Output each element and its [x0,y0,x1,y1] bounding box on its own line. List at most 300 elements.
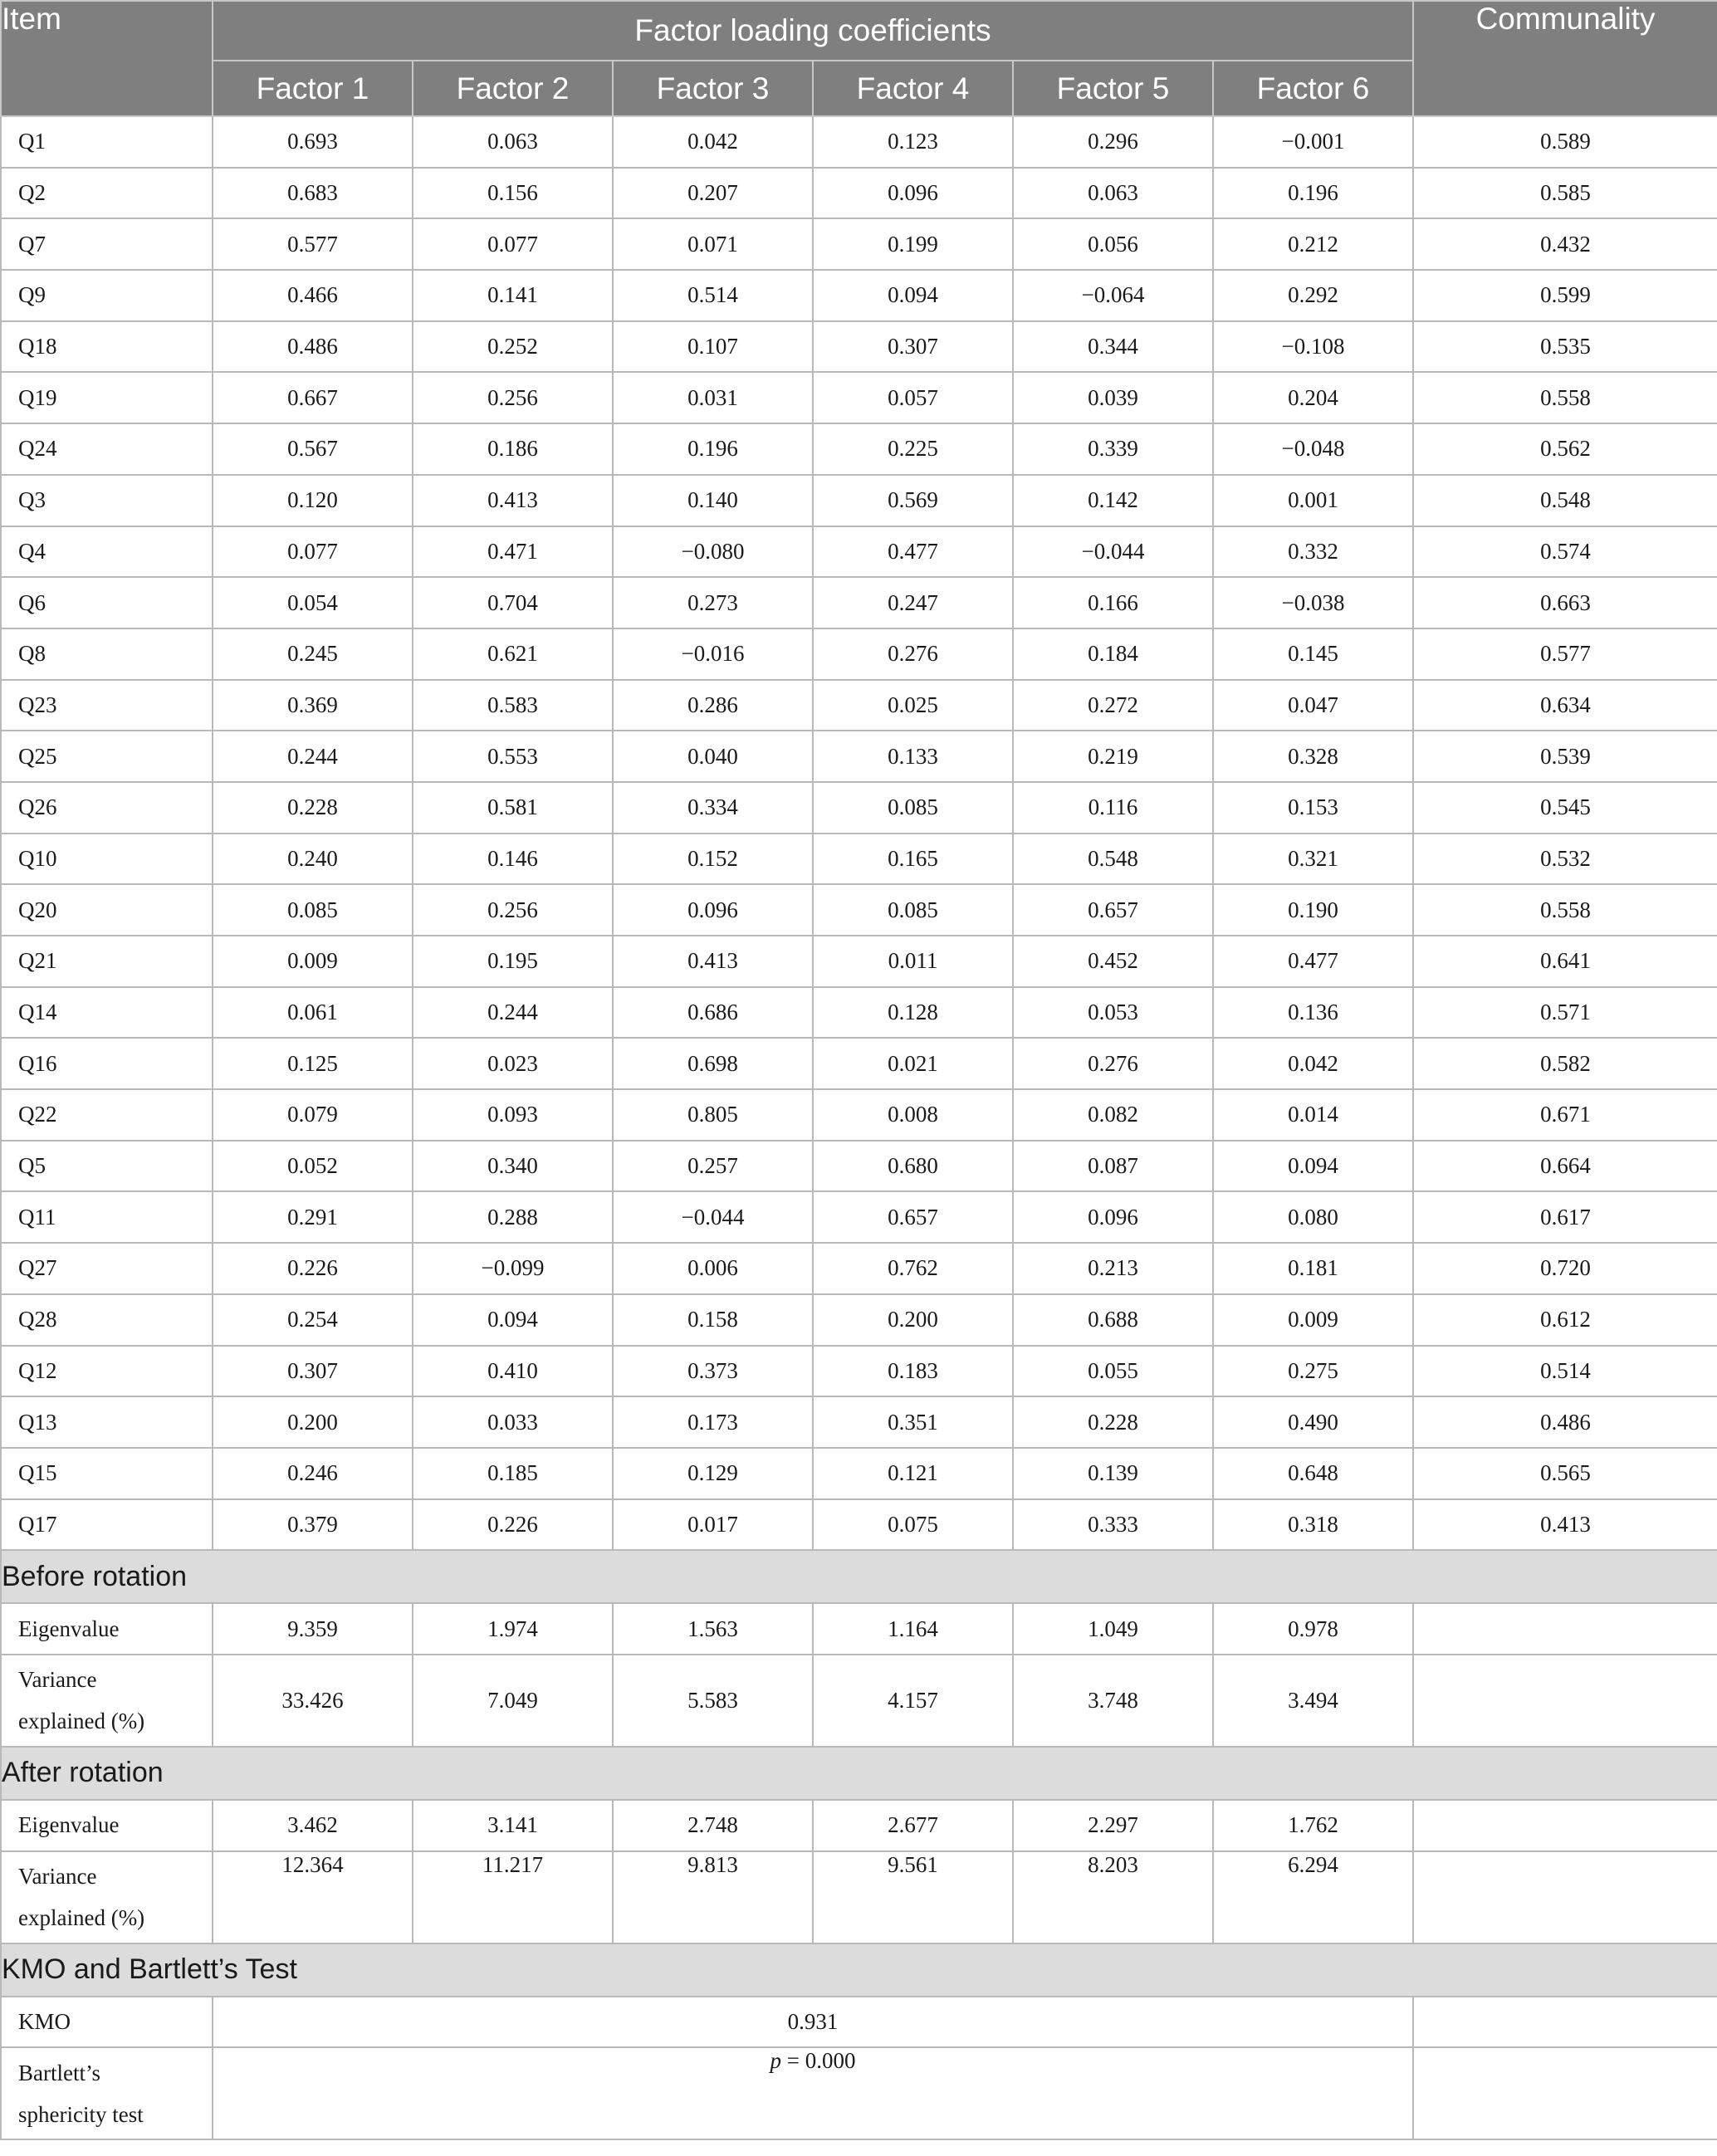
loading-cell: 0.009 [213,936,413,987]
loading-cell: 0.085 [813,782,1013,834]
table-row [1,270,1717,321]
item-column-header: Item [1,1,213,116]
loading-cell: 0.698 [613,1038,813,1089]
loading-cell: 0.273 [613,577,813,628]
table-row [1,577,1717,628]
value-cell: 4.157 [813,1655,1013,1747]
loading-cell: 0.688 [1013,1294,1213,1346]
loading-cell: 0.153 [1213,782,1413,834]
loading-cell: 0.276 [1013,1038,1213,1089]
loading-cell: 0.686 [613,987,813,1039]
loading-cell: 0.053 [1013,987,1213,1039]
loading-cell: 0.190 [1213,884,1413,936]
loading-cell: 0.577 [213,218,413,270]
loading-cell: 0.080 [1213,1191,1413,1243]
loading-cell: 0.009 [1213,1294,1413,1346]
item-label: Q23 [1,680,213,731]
loadings-body [1,116,1717,1550]
section-title: Before rotation [1,1550,1717,1603]
loading-cell: 0.031 [613,372,813,423]
empty-communality-cell [1413,1800,1717,1851]
communality-column-header: Communality [1413,1,1717,116]
loading-cell: 0.762 [813,1243,1013,1294]
loading-cell: −0.108 [1213,321,1413,373]
loading-cell: 0.569 [813,475,1013,526]
communality-cell: 0.562 [1413,423,1717,475]
item-label: Q13 [1,1396,213,1448]
value-cell: 9.813 [613,1851,813,1943]
item-label: Q7 [1,218,213,270]
value-cell: 2.677 [813,1800,1013,1851]
after-variance-row [1,1851,1717,1943]
loading-cell: 0.123 [813,116,1013,168]
loading-cell: 0.657 [1013,884,1213,936]
loading-cell: 0.307 [813,321,1013,373]
loading-cell: 0.477 [1213,936,1413,987]
item-label: Q20 [1,884,213,936]
loading-cell: −0.048 [1213,423,1413,475]
communality-cell: 0.599 [1413,270,1717,321]
item-label: Q21 [1,936,213,987]
loading-cell: 0.805 [613,1089,813,1141]
loading-cell: 0.183 [813,1346,1013,1397]
table-row [1,782,1717,834]
item-label: Q22 [1,1089,213,1141]
after-eigenvalue-row [1,1800,1717,1851]
table-row [1,116,1717,168]
table-row [1,834,1717,885]
loading-cell: 0.200 [813,1294,1013,1346]
loading-cell: 0.226 [413,1499,613,1551]
loading-cell: 0.680 [813,1141,1013,1192]
section-kmo-bartlett [1,1943,1717,1997]
loading-cell: −0.044 [1013,526,1213,578]
communality-cell: 0.671 [1413,1089,1717,1141]
empty-communality-cell [1413,1655,1717,1747]
loading-cell: 0.152 [613,834,813,885]
loading-cell: −0.038 [1213,577,1413,628]
table-row [1,372,1717,423]
value-cell: 0.978 [1213,1603,1413,1655]
item-label: Q25 [1,731,213,782]
p-symbol: p [770,2048,782,2074]
kmo-row [1,1997,1717,2048]
section-title: KMO and Bartlett’s Test [1,1943,1717,1997]
loading-cell: 0.025 [813,680,1013,731]
value-cell: 3.748 [1013,1655,1213,1747]
empty-communality-cell [1413,2047,1717,2139]
summary-body [1,1550,1717,2139]
loading-cell: 0.145 [1213,628,1413,680]
item-label: Q1 [1,116,213,168]
loading-cell: −0.064 [1013,270,1213,321]
item-label: Q2 [1,168,213,219]
loading-cell: 0.042 [1213,1038,1413,1089]
table-row [1,1141,1717,1192]
value-cell: 3.141 [413,1800,613,1851]
loading-cell: 0.683 [213,168,413,219]
loading-cell: 0.477 [813,526,1013,578]
loading-cell: 0.246 [213,1448,413,1499]
loading-cell: 0.369 [213,680,413,731]
row-label-line-2: explained (%) [18,1905,145,1931]
loading-cell: 0.094 [813,270,1013,321]
loading-cell: 0.244 [213,731,413,782]
loading-cell: 0.071 [613,218,813,270]
table-row [1,731,1717,782]
loading-cell: 0.204 [1213,372,1413,423]
row-label-line-1: Variance [18,1864,97,1890]
communality-cell: 0.571 [1413,987,1717,1039]
loading-cell: 0.413 [613,936,813,987]
item-label: Q14 [1,987,213,1039]
factor-loading-group-header: Factor loading coefficients [213,1,1413,61]
loading-cell: 0.351 [813,1396,1013,1448]
loading-cell: 0.219 [1013,731,1213,782]
communality-cell: 0.558 [1413,372,1717,423]
communality-cell: 0.589 [1413,116,1717,168]
factor-5-header: Factor 5 [1013,61,1213,116]
value-cell: 8.203 [1013,1851,1213,1943]
item-label: Q16 [1,1038,213,1089]
loading-cell: 0.373 [613,1346,813,1397]
table-row [1,1448,1717,1499]
loading-cell: 0.063 [1013,168,1213,219]
loading-cell: 0.321 [1213,834,1413,885]
loading-cell: 0.158 [613,1294,813,1346]
loading-cell: 0.213 [1013,1243,1213,1294]
p-value-text: = 0.000 [781,2048,856,2074]
loading-cell: 0.166 [1013,577,1213,628]
bartlett-row [1,2047,1717,2139]
table-row [1,526,1717,578]
table-row [1,680,1717,731]
loading-cell: 0.186 [413,423,613,475]
loading-cell: 0.042 [613,116,813,168]
loading-cell: 0.055 [1013,1346,1213,1397]
loading-cell: 0.490 [1213,1396,1413,1448]
loading-cell: 0.648 [1213,1448,1413,1499]
loading-cell: 0.021 [813,1038,1013,1089]
table-row [1,1191,1717,1243]
loading-cell: 0.017 [613,1499,813,1551]
communality-cell: 0.585 [1413,168,1717,219]
loading-cell: 0.121 [813,1448,1013,1499]
loading-cell: 0.085 [813,884,1013,936]
loading-cell: 0.240 [213,834,413,885]
loading-cell: 0.667 [213,372,413,423]
loading-cell: 0.125 [213,1038,413,1089]
empty-communality-cell [1413,1603,1717,1655]
loading-cell: 0.085 [213,884,413,936]
factor-2-header: Factor 2 [413,61,613,116]
loading-cell: 0.057 [813,372,1013,423]
table-row [1,628,1717,680]
loading-cell: 0.244 [413,987,613,1039]
item-label: Q4 [1,526,213,578]
value-cell: 1.563 [613,1603,813,1655]
loading-cell: 0.328 [1213,731,1413,782]
item-label: Q18 [1,321,213,373]
item-label: Q24 [1,423,213,475]
loading-cell: 0.199 [813,218,1013,270]
loading-cell: −0.044 [613,1191,813,1243]
table-row [1,423,1717,475]
table-row [1,321,1717,373]
loading-cell: 0.288 [413,1191,613,1243]
communality-cell: 0.577 [1413,628,1717,680]
loading-cell: 0.141 [413,270,613,321]
table-row [1,218,1717,270]
item-label: Q27 [1,1243,213,1294]
communality-cell: 0.532 [1413,834,1717,885]
loading-cell: 0.228 [1013,1396,1213,1448]
loading-cell: 0.094 [1213,1141,1413,1192]
value-cell: 5.583 [613,1655,813,1747]
loading-cell: 0.133 [813,731,1013,782]
loading-cell: 0.466 [213,270,413,321]
table-row [1,1038,1717,1089]
value-cell: 33.426 [213,1655,413,1747]
communality-cell: 0.664 [1413,1141,1717,1192]
loading-cell: 0.165 [813,834,1013,885]
loading-cell: 0.063 [413,116,613,168]
loading-cell: 0.548 [1013,834,1213,885]
row-label [1,1851,213,1943]
communality-cell: 0.720 [1413,1243,1717,1294]
empty-communality-cell [1413,1997,1717,2048]
table-row [1,1499,1717,1551]
loading-cell: 0.054 [213,577,413,628]
item-label: Q3 [1,475,213,526]
loading-cell: 0.096 [613,884,813,936]
row-label [1,1655,213,1747]
communality-cell: 0.486 [1413,1396,1717,1448]
loading-cell: 0.247 [813,577,1013,628]
communality-cell: 0.432 [1413,218,1717,270]
loading-cell: 0.040 [613,731,813,782]
table-row [1,1294,1717,1346]
loading-cell: 0.567 [213,423,413,475]
loading-cell: 0.339 [1013,423,1213,475]
loading-cell: 0.146 [413,834,613,885]
loading-cell: 0.334 [613,782,813,834]
communality-cell: 0.539 [1413,731,1717,782]
loading-cell: 0.129 [613,1448,813,1499]
value-cell: 3.494 [1213,1655,1413,1747]
table-row [1,1346,1717,1397]
loading-cell: 0.196 [1213,168,1413,219]
value-cell: 1.164 [813,1603,1013,1655]
empty-communality-cell [1413,1851,1717,1943]
loading-cell: 0.139 [1013,1448,1213,1499]
loading-cell: 0.318 [1213,1499,1413,1551]
row-label [1,2047,213,2139]
value-cell: 12.364 [213,1851,413,1943]
value-cell: 2.297 [1013,1800,1213,1851]
loading-cell: 0.142 [1013,475,1213,526]
loading-cell: 0.033 [413,1396,613,1448]
item-label: Q5 [1,1141,213,1192]
table-row [1,884,1717,936]
loading-cell: 0.140 [613,475,813,526]
loading-cell: 0.082 [1013,1089,1213,1141]
item-label: Q17 [1,1499,213,1551]
loading-cell: 0.514 [613,270,813,321]
row-label-line-2: explained (%) [18,1709,145,1734]
communality-cell: 0.617 [1413,1191,1717,1243]
row-label-line-2: sphericity test [18,2101,144,2127]
communality-cell: 0.582 [1413,1038,1717,1089]
item-label: Q8 [1,628,213,680]
loading-cell: 0.344 [1013,321,1213,373]
value-cell: 7.049 [413,1655,613,1747]
loading-cell: 0.256 [413,884,613,936]
value-cell: 9.561 [813,1851,1013,1943]
loading-cell: 0.486 [213,321,413,373]
loading-cell: 0.184 [1013,628,1213,680]
loading-cell: 0.257 [613,1141,813,1192]
bartlett-p-value [213,2047,1413,2139]
loading-cell: 0.185 [413,1448,613,1499]
loading-cell: −0.099 [413,1243,613,1294]
loading-cell: 0.075 [813,1499,1013,1551]
loading-cell: 0.471 [413,526,613,578]
value-cell: 1.762 [1213,1800,1413,1851]
loading-cell: 0.379 [213,1499,413,1551]
row-label: Eigenvalue [1,1603,213,1655]
loading-cell: 0.292 [1213,270,1413,321]
factor-3-header: Factor 3 [613,61,813,116]
loading-cell: 0.079 [213,1089,413,1141]
loading-cell: 0.006 [613,1243,813,1294]
loading-cell: 0.553 [413,731,613,782]
loading-cell: 0.001 [1213,475,1413,526]
value-cell: 11.217 [413,1851,613,1943]
loading-cell: 0.693 [213,116,413,168]
loading-cell: 0.107 [613,321,813,373]
loading-cell: 0.023 [413,1038,613,1089]
loading-cell: 0.077 [413,218,613,270]
communality-cell: 0.548 [1413,475,1717,526]
communality-cell: 0.535 [1413,321,1717,373]
table-row [1,1396,1717,1448]
loading-cell: 0.657 [813,1191,1013,1243]
loading-cell: 0.226 [213,1243,413,1294]
loading-cell: 0.156 [413,168,613,219]
factor-4-header: Factor 4 [813,61,1013,116]
loading-cell: 0.256 [413,372,613,423]
loading-cell: 0.039 [1013,372,1213,423]
header-row-1 [1,1,1717,61]
loading-cell: 0.276 [813,628,1013,680]
loading-cell: 0.196 [613,423,813,475]
loading-cell: 0.581 [413,782,613,834]
loading-cell: 0.245 [213,628,413,680]
section-before-rotation [1,1550,1717,1603]
item-label: Q28 [1,1294,213,1346]
loading-cell: 0.096 [1013,1191,1213,1243]
value-cell: 3.462 [213,1800,413,1851]
loading-cell: 0.413 [413,475,613,526]
value-cell: 1.049 [1013,1603,1213,1655]
loading-cell: 0.254 [213,1294,413,1346]
loading-cell: −0.001 [1213,116,1413,168]
loading-cell: 0.173 [613,1396,813,1448]
loading-cell: 0.704 [413,577,613,628]
loading-cell: 0.275 [1213,1346,1413,1397]
loading-cell: 0.291 [213,1191,413,1243]
before-variance-row [1,1655,1717,1747]
loading-cell: 0.200 [213,1396,413,1448]
value-cell: 1.974 [413,1603,613,1655]
communality-cell: 0.413 [1413,1499,1717,1551]
loading-cell: 0.340 [413,1141,613,1192]
value-cell: 2.748 [613,1800,813,1851]
item-label: Q19 [1,372,213,423]
loading-cell: 0.120 [213,475,413,526]
communality-cell: 0.641 [1413,936,1717,987]
communality-cell: 0.663 [1413,577,1717,628]
row-label: Eigenvalue [1,1800,213,1851]
loading-cell: 0.583 [413,680,613,731]
communality-cell: 0.612 [1413,1294,1717,1346]
communality-cell: 0.634 [1413,680,1717,731]
loading-cell: 0.195 [413,936,613,987]
communality-cell: 0.545 [1413,782,1717,834]
table-row [1,168,1717,219]
item-label: Q26 [1,782,213,834]
factor-6-header: Factor 6 [1213,61,1413,116]
loading-cell: 0.077 [213,526,413,578]
loading-cell: 0.181 [1213,1243,1413,1294]
loading-cell: 0.452 [1013,936,1213,987]
item-label: Q9 [1,270,213,321]
loading-cell: 0.052 [213,1141,413,1192]
before-eigenvalue-row [1,1603,1717,1655]
kmo-value: 0.931 [213,1997,1413,2048]
loading-cell: 0.286 [613,680,813,731]
row-label: KMO [1,1997,213,2048]
section-title: After rotation [1,1747,1717,1800]
loading-cell: 0.047 [1213,680,1413,731]
item-label: Q10 [1,834,213,885]
loading-cell: 0.332 [1213,526,1413,578]
loading-cell: −0.080 [613,526,813,578]
communality-cell: 0.565 [1413,1448,1717,1499]
loading-cell: 0.621 [413,628,613,680]
loading-cell: 0.008 [813,1089,1013,1141]
loading-cell: 0.252 [413,321,613,373]
loading-cell: 0.307 [213,1346,413,1397]
loading-cell: 0.272 [1013,680,1213,731]
loading-cell: 0.061 [213,987,413,1039]
loading-cell: 0.296 [1013,116,1213,168]
loading-cell: −0.016 [613,628,813,680]
table-row [1,987,1717,1039]
table-row [1,936,1717,987]
item-label: Q12 [1,1346,213,1397]
row-label-line-1: Bartlett’s [18,2060,100,2085]
loading-cell: 0.116 [1013,782,1213,834]
loading-cell: 0.410 [413,1346,613,1397]
loading-cell: 0.136 [1213,987,1413,1039]
communality-cell: 0.574 [1413,526,1717,578]
factor-1-header: Factor 1 [213,61,413,116]
loading-cell: 0.207 [613,168,813,219]
value-cell: 9.359 [213,1603,413,1655]
value-cell: 6.294 [1213,1851,1413,1943]
